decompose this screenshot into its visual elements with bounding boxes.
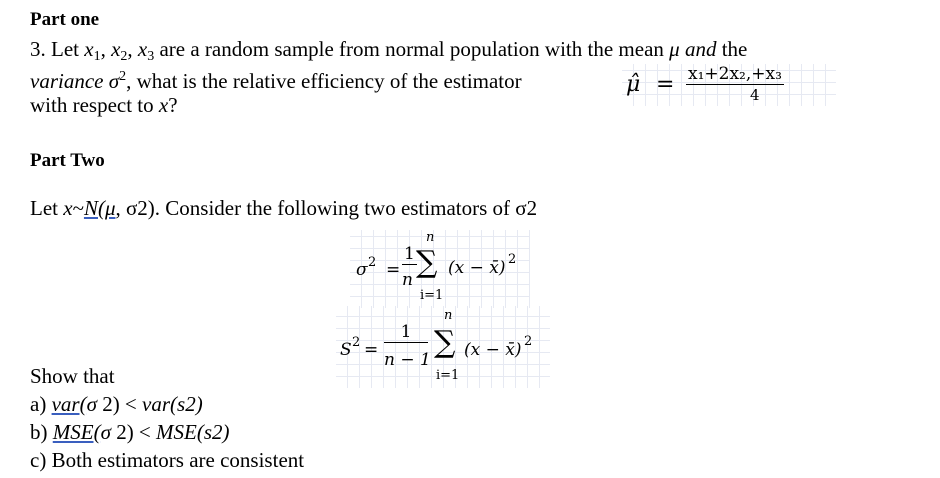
item-prefix: a) xyxy=(30,392,52,416)
estimator-equation xyxy=(622,64,836,106)
subscript: 2 xyxy=(120,49,128,64)
sigma-symbol: σ xyxy=(103,69,120,93)
subscript: 1 xyxy=(93,49,101,64)
variance-word: variance xyxy=(30,69,104,93)
summand: (x − x̄) xyxy=(464,340,522,360)
tilde: ~ xyxy=(72,196,84,220)
part-two-heading: Part Two xyxy=(30,150,105,171)
question-line-2 xyxy=(30,65,522,93)
mu-symbol: μ xyxy=(104,196,116,220)
superscript: 2 xyxy=(524,334,533,349)
superscript: 2 xyxy=(352,335,361,350)
sigma-symbol: σ xyxy=(86,392,97,416)
mu-symbol: μ xyxy=(669,37,680,61)
question-text: the xyxy=(716,37,748,61)
superscript: 2 xyxy=(508,252,517,267)
part-two-intro xyxy=(30,196,537,220)
mu-hat: μ̂ xyxy=(626,72,641,97)
question-text: with respect to xyxy=(30,93,159,117)
fraction-denominator: n − 1 xyxy=(384,350,431,370)
formula-sigma-squared xyxy=(350,230,530,308)
sum-lower-limit: i=1 xyxy=(420,288,444,303)
fraction-numerator: 1 xyxy=(384,322,428,343)
fraction-numerator: 1 xyxy=(404,244,415,264)
equals-sign: = xyxy=(386,260,401,280)
var-x: x xyxy=(111,37,121,61)
var-x: x xyxy=(84,37,94,61)
equals-sign: = xyxy=(656,72,675,97)
intro-text: Let xyxy=(30,196,64,220)
mse-function: MSE( xyxy=(52,420,101,444)
item-prefix: b) xyxy=(30,420,53,444)
question-line-1: 3. Let $x_1$, $x_2$, $x_3$ are a random sample from normal population with the mean μ and the xyxy=(30,37,748,64)
item-text: 2) < xyxy=(110,420,157,444)
question-text: and xyxy=(679,37,717,61)
fraction-denominator: n xyxy=(402,270,413,290)
question-line-3 xyxy=(30,93,178,117)
s-symbol: S xyxy=(340,340,352,360)
show-that-label: Show that xyxy=(30,364,115,388)
part-one-heading: Part one xyxy=(30,9,100,30)
summation-icon: ∑ xyxy=(416,245,438,280)
var-function: var( xyxy=(51,392,87,416)
formula-s-squared xyxy=(336,306,550,388)
sigma-symbol: σ xyxy=(100,420,111,444)
item-c: c) Both estimators are consistent xyxy=(30,448,305,472)
superscript: 2 xyxy=(368,255,377,270)
sum-upper-limit: n xyxy=(444,308,453,323)
var-x: x xyxy=(158,93,169,117)
item-b xyxy=(30,420,230,444)
subscript: 3 xyxy=(147,49,155,64)
question-text: , what is the relative efficiency of the estimator xyxy=(126,69,522,93)
summand: (x − x̄) xyxy=(448,258,506,278)
question-text: 3. Let xyxy=(30,37,85,61)
estimator-denominator: 4 xyxy=(750,86,760,104)
equals-sign: = xyxy=(364,340,379,360)
var-x: x xyxy=(137,37,148,61)
superscript: 2 xyxy=(119,69,127,84)
summation-icon: ∑ xyxy=(434,325,456,360)
var-x: x xyxy=(63,196,73,220)
sum-lower-limit: i=1 xyxy=(436,368,460,383)
item-rhs: MSE(s2) xyxy=(156,420,230,444)
question-text: are a random sample from normal population with the mean xyxy=(154,37,670,61)
estimator-numerator: x₁+2x₂,+x₃ xyxy=(688,64,782,84)
sum-upper-limit: n xyxy=(426,230,435,245)
item-rhs: var(s2) xyxy=(142,392,203,416)
normal-dist: N( xyxy=(83,196,105,220)
item-a xyxy=(30,392,203,416)
item-text: 2) < xyxy=(96,392,143,416)
question-text: ? xyxy=(168,93,178,117)
sigma-symbol: σ xyxy=(356,260,368,280)
intro-text: , σ2). Consider the following two estimators of σ2 xyxy=(115,196,538,220)
